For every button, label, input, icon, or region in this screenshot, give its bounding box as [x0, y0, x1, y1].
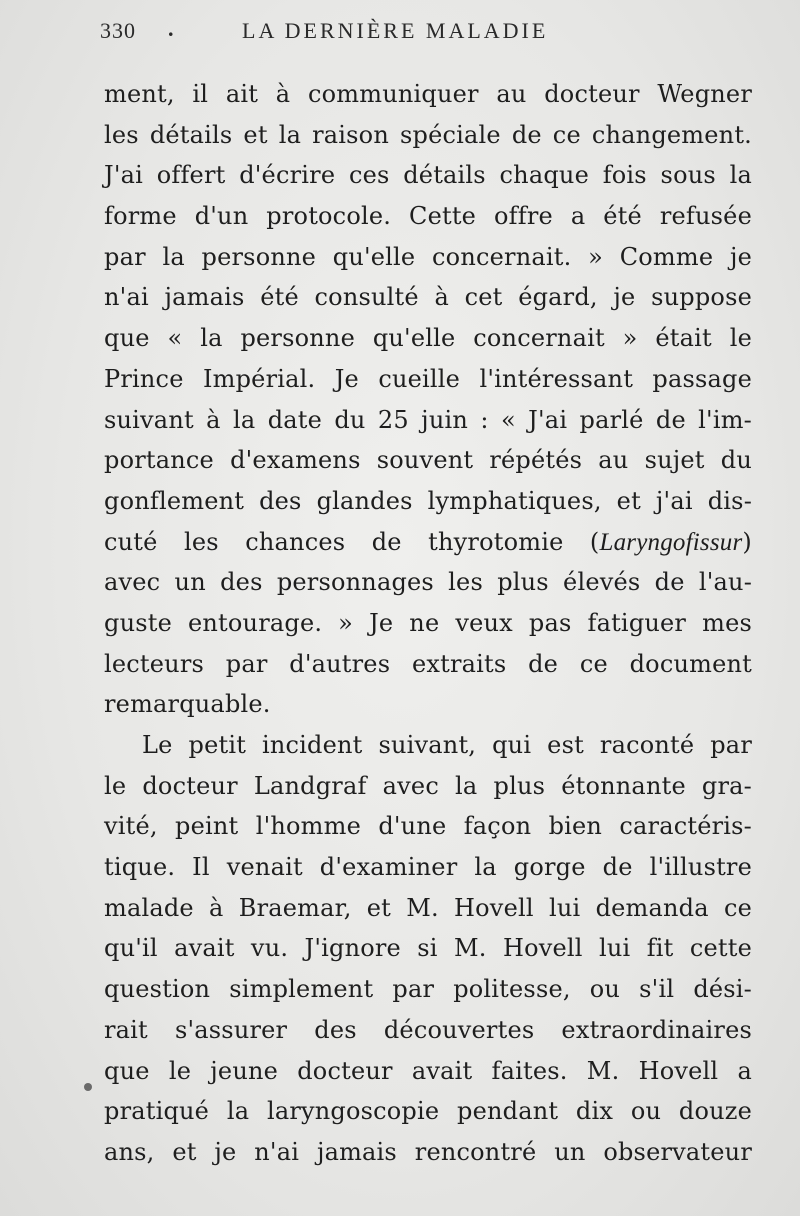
text-line: les détails et la raison spéciale de ce changement. [104, 120, 752, 149]
running-title: LA DERNIÈRE MALADIE [242, 18, 549, 43]
body-text [104, 74, 752, 1173]
text-line: gonflement des glandes lymphatiques, et j'ai dis- [104, 486, 752, 515]
paragraph-start-line: Le petit incident suivant, qui est raconté par [142, 731, 752, 759]
text-line: question simplement par politesse, ou s'il dési- [104, 975, 752, 1004]
text-line: avec un des personnages les plus élevés de l'au- [104, 568, 752, 597]
text-line: vité, peint l'homme d'une façon bien caractéris- [104, 812, 752, 841]
text-line: que le jeune docteur avait faites. M. Hovell a [104, 1056, 752, 1085]
page-number: 330 [100, 18, 136, 43]
text-line: ans, et je n'ai jamais rencontré un observateur [104, 1137, 752, 1166]
text-line: forme d'un protocole. Cette offre a été refusée [104, 202, 752, 231]
text-line: guste entourage. » Je ne veux pas fatiguer mes [104, 608, 752, 637]
text-line: par la personne qu'elle concernait. » Comme je [104, 242, 752, 271]
text-segment: cuté les chances de thyrotomie ( [104, 527, 600, 556]
text-line: Prince Impérial. Je cueille l'intéressant passage [104, 364, 752, 393]
text-line: pratiqué la laryngoscopie pendant dix ou douze [104, 1097, 752, 1126]
ink-speck [84, 1083, 92, 1091]
header-separator: . [168, 16, 177, 41]
text-line: rait s'assurer des découvertes extraordinaires [104, 1015, 752, 1044]
text-line: n'ai jamais été consulté à cet égard, je suppose [104, 283, 752, 312]
text-line: portance d'examens souvent répétés au sujet du [104, 446, 752, 475]
text-line: lecteurs par d'autres extraits de ce document [104, 649, 752, 678]
text-line: J'ai offert d'écrire ces détails chaque fois sous la [104, 161, 752, 190]
text-line: malade à Braemar, et M. Hovell lui demanda ce [104, 893, 752, 922]
paragraph-end-line: remarquable. [104, 690, 271, 719]
text-line: qu'il avait vu. J'ignore si M. Hovell lui fit cette [104, 934, 752, 963]
text-line: le docteur Landgraf avec la plus étonnante gra- [104, 771, 752, 800]
text-line: suivant à la date du 25 juin : « J'ai parlé de l'im- [104, 405, 752, 434]
text-segment: ) [742, 527, 752, 556]
text-line: que « la personne qu'elle concernait » était le [104, 324, 752, 353]
text-line-with-italic [104, 522, 752, 563]
italic-term: Laryngofissur [599, 528, 743, 556]
text-line: tique. Il venait d'examiner la gorge de l'illustre [104, 853, 752, 882]
running-head [100, 18, 660, 54]
text-line: ment, il ait à communiquer au docteur Wegner [104, 80, 752, 108]
